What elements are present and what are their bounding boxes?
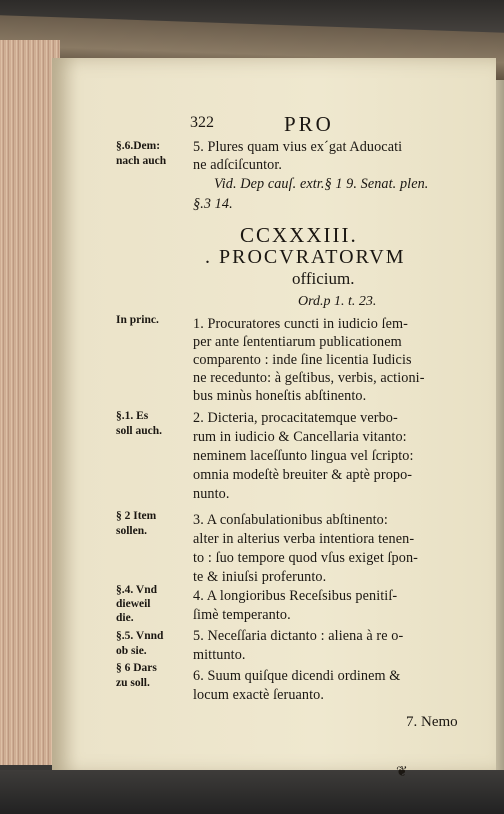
text-line: 6. Suum quiſque dicendi ordinem &	[193, 668, 401, 684]
text-line: per ante ſententiarum publicationem	[193, 334, 402, 350]
text-line: neminem laceſſunto lingua vel ſcripto:	[193, 448, 414, 464]
margin-note: nach auch	[116, 155, 167, 167]
margin-note: §.5. Vnnd	[116, 630, 164, 642]
section-number: CCXXXIII.	[240, 223, 358, 247]
catchword: 7. Nemo	[406, 714, 458, 730]
margin-note: die.	[116, 612, 134, 624]
section-title: . PROCVRATORVM	[205, 246, 406, 268]
reference-line: §.3 14.	[193, 196, 233, 212]
margin-note: § 6 Dars	[116, 662, 157, 674]
text-line: alter in alterius verba intentiora tenen-	[193, 531, 415, 547]
ornament-mark: ❦	[396, 765, 408, 780]
text-line: nunto.	[193, 486, 230, 502]
text-line: ne recedunto: à geſtibus, verbis, actioni-	[193, 370, 425, 386]
ordinance-reference: Ord.p 1. t. 23.	[298, 294, 377, 309]
margin-note: §.1. Es	[116, 410, 149, 422]
text-line: to : ſuo tempore quod vſus exiget ſpon-	[193, 550, 418, 566]
text-line: ſimè temperanto.	[193, 607, 291, 623]
section-subtitle: officium.	[292, 269, 355, 288]
margin-note: §.6.Dem:	[116, 140, 161, 152]
text-line: 3. A conſabulationibus abſtinento:	[193, 512, 388, 528]
text-line: ne adſciſcuntor.	[193, 157, 283, 173]
text-line: 4. A longioribus Receſsibus penitiſ-	[193, 588, 398, 604]
margin-note: §.4. Vnd	[116, 584, 158, 596]
text-line: rum in iudicio & Cancellaria vitanto:	[193, 429, 407, 445]
margin-note: dieweil	[116, 598, 151, 610]
margin-note: sollen.	[116, 525, 147, 537]
text-line: comparento : inde ſine licentia Iudicis	[193, 352, 412, 368]
margin-note: zu soll.	[116, 677, 150, 689]
text-line: mittunto.	[193, 647, 246, 663]
running-head: PRO	[284, 112, 334, 136]
margin-note: ob sie.	[116, 645, 147, 657]
margin-note: soll auch.	[116, 425, 163, 437]
text-line: 5. Plures quam vius ex´gat Aduocati	[193, 139, 403, 155]
text-line: omnia modeſtè breuiter & aptè propo-	[193, 467, 413, 483]
text-line: locum exactè ſeruanto.	[193, 687, 325, 703]
text-line: te & iniuſsi proferunto.	[193, 569, 327, 585]
reference-line: Vid. Dep cauſ. extr.§ 1 9. Senat. plen.	[214, 176, 429, 192]
margin-note: In princ.	[116, 314, 159, 326]
text-line: 1. Procuratores cuncti in iudicio ſem-	[193, 316, 408, 332]
text-line: 5. Neceſſaria dictanto : aliena à re o-	[193, 628, 404, 644]
background-bottom	[0, 770, 504, 814]
text-line: 2. Dicteria, procacitatemque verbo-	[193, 410, 398, 426]
page-number: 322	[190, 114, 214, 131]
margin-note: § 2 Item	[116, 510, 157, 522]
page-block-edges	[0, 40, 60, 765]
text-line: bus minùs honeſtis abſtinento.	[193, 388, 367, 404]
